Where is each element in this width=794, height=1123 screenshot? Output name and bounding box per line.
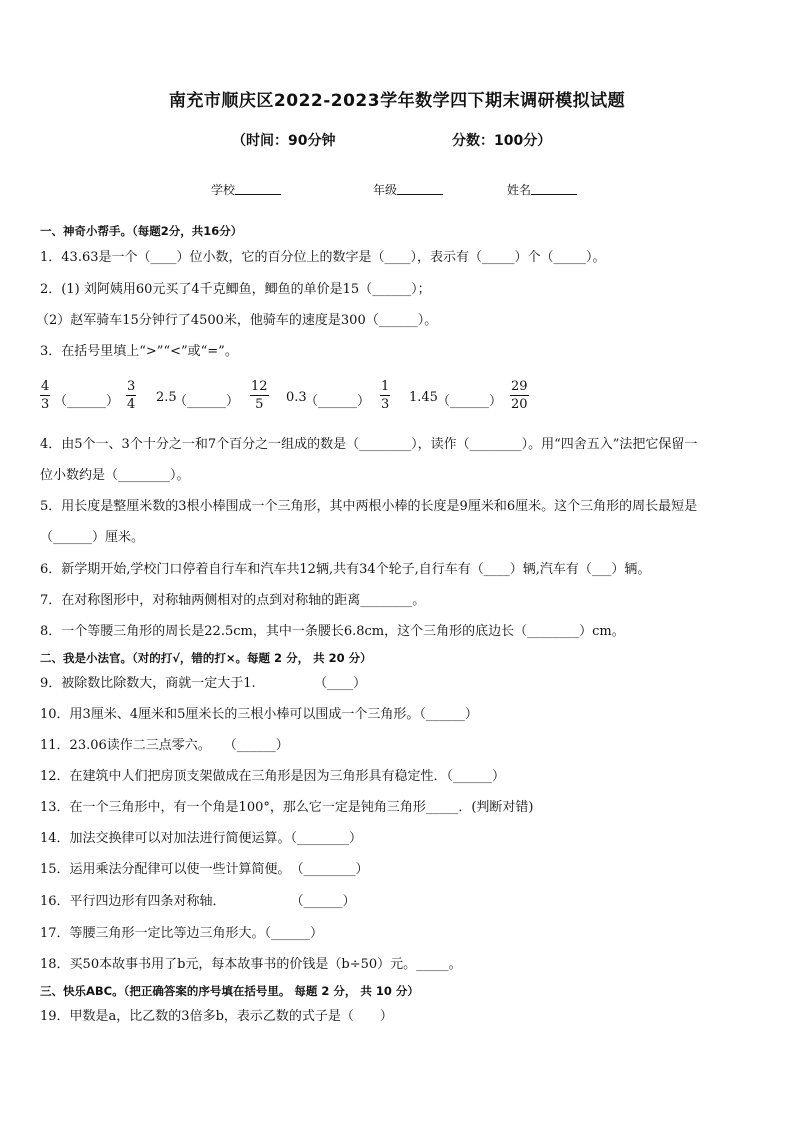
question-6: 6．新学期开始,学校门口停着自行车和汽车共12辆,共有34个轮子,自行车有（____）辆,汽车有（___）辆。 (40, 562, 651, 577)
question-5-line-1: 5．用长度是整厘米数的3根小棒围成一个三角形，其中两根小棒的长度是9厘米和6厘米。这个三角形的周长最短是 (40, 499, 698, 514)
question-15: 15．运用乘法分配律可以使一些计算简便。 （________） (40, 862, 369, 877)
question-18: 18．买50本故事书用了b元，每本故事书的价钱是（b÷50）元。_____。 (40, 957, 462, 972)
grade-blank[interactable] (397, 182, 443, 195)
question-2-part-1: 2．(1) 刘阿姨用60元买了4千克鲫鱼，鲫鱼的单价是15（______）； (40, 282, 431, 297)
question-7: 7．在对称图形中，对称轴两侧相对的点到对称轴的距离________。 (40, 593, 426, 608)
question-3: 3．在括号里填上“>”“<”或“=”。 (40, 344, 238, 359)
section-1-heading: 一、神奇小帮手。（每题2分，共16分） (40, 224, 243, 238)
total-score: 分数：100分） (452, 133, 552, 149)
name-field[interactable] (507, 181, 577, 198)
school-blank[interactable] (235, 182, 281, 195)
question-1: 1．43.63是一个（____）位小数，它的百分位上的数字是（____），表示有（_____）个（_____）。 (40, 250, 606, 265)
page-title: 南充市顺庆区2022-2023学年数学四下期末调研模拟试题 (168, 91, 626, 111)
question-13: 13．在一个三角形中，有一个角是100°，那么它一定是钝角三角形_____．(判断对错) (40, 800, 534, 815)
question-11: 11．23.06读作二三点零六。 （______） (40, 738, 289, 753)
question-12: 12．在建筑中人们把房顶支架做成在三角形是因为三角形具有稳定性．（______） (40, 769, 506, 784)
question-4-line-1: 4．由5个一、3个十分之一和7个百分之一组成的数是（________），读作（________）。用“四舍五入”法把它保留一 (40, 437, 698, 452)
fraction-4-3: 4 3 (41, 379, 50, 412)
fraction-12-5: 12 5 (251, 379, 268, 412)
question-4-line-2: 位小数约是（________）。 (40, 468, 190, 483)
school-label: 学校 (211, 183, 236, 197)
fraction-1-3: 1 3 (381, 379, 390, 412)
decimal-0-3: 0.3 (286, 390, 307, 405)
compare-blank-3[interactable]: （______） (305, 394, 371, 409)
question-5-line-2: （______）厘米。 (40, 530, 145, 545)
grade-label: 年级 (373, 183, 398, 197)
name-blank[interactable] (531, 182, 577, 195)
question-2-part-2: （2）赵军骑车15分钟行了4500米，他骑车的速度是300（______）。 (36, 313, 438, 328)
compare-blank-1[interactable]: （______） (54, 394, 120, 409)
question-19: 19．甲数是a，比乙数的3倍多b，表示乙数的式子是（ ） (40, 1009, 393, 1024)
question-10: 10．用3厘米、4厘米和5厘米长的三根小棒可以围成一个三角形。（______） (40, 707, 478, 722)
section-2-heading: 二、我是小法官。（对的打√，错的打×。每题 2 分， 共 20 分） (40, 651, 372, 665)
name-label: 姓名 (507, 183, 532, 197)
time-limit: （时间：90分钟 (232, 133, 336, 149)
compare-blank-4[interactable]: （______） (437, 394, 503, 409)
section-3-heading: 三、快乐ABC。（把正确答案的序号填在括号里。 每题 2 分， 共 10 分） (40, 984, 419, 998)
compare-blank-2[interactable]: （______） (174, 394, 240, 409)
decimal-2-5: 2.5 (156, 390, 177, 405)
question-17: 17．等腰三角形一定比等边三角形大。（______） (40, 926, 324, 941)
fraction-3-4: 3 4 (127, 379, 136, 412)
question-14: 14．加法交换律可以对加法进行简便运算。（________） (40, 831, 363, 846)
fraction-29-20: 29 20 (511, 379, 528, 412)
question-8: 8．一个等腰三角形的周长是22.5cm，其中一条腰长6.8cm，这个三角形的底边长（________）cm。 (40, 624, 625, 639)
question-16: 16．平行四边形有四条对称轴． （______） (40, 894, 356, 909)
grade-field[interactable] (373, 181, 443, 198)
question-9: 9．被除数比除数大，商就一定大于1. （____） (40, 676, 367, 691)
decimal-1-45: 1.45 (409, 390, 438, 405)
school-field[interactable] (211, 181, 281, 198)
